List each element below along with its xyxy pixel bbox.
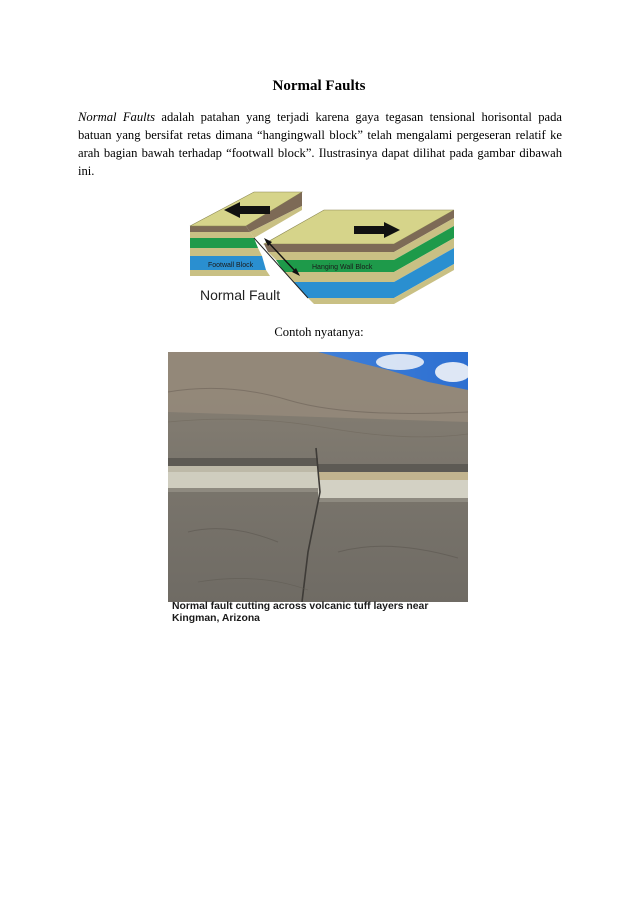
photo-caption-line2: Kingman, Arizona [172, 613, 260, 624]
footwall-label: Footwall Block [208, 262, 254, 269]
page-title: Normal Faults [272, 78, 366, 94]
term-normal-faults: Normal Faults [78, 110, 156, 124]
paragraph-body: adalah patahan yang terjadi karena gaya tegasan tensional horisontal pada batuan yang bersifat retas dimana “hangingwall block” telah mengalami pergeseran relatif ke arah bagian bawah terhadap “footwall block”. Ilustrasinya dapat dilihat pada gambar dibawah ini. [78, 110, 563, 178]
example-caption: Contoh nyatanya: [274, 325, 364, 339]
normal-fault-diagram [184, 186, 454, 312]
photo-caption [172, 601, 472, 625]
intro-paragraph [78, 108, 562, 180]
fault-photo [168, 352, 468, 602]
diagram-title: Normal Fault [200, 287, 281, 303]
photo-caption-line1: Normal fault cutting across volcanic tuff layers near [172, 601, 429, 612]
hanging-wall-label: Hanging Wall Block [312, 264, 373, 271]
hanging-wall-block [264, 210, 454, 304]
